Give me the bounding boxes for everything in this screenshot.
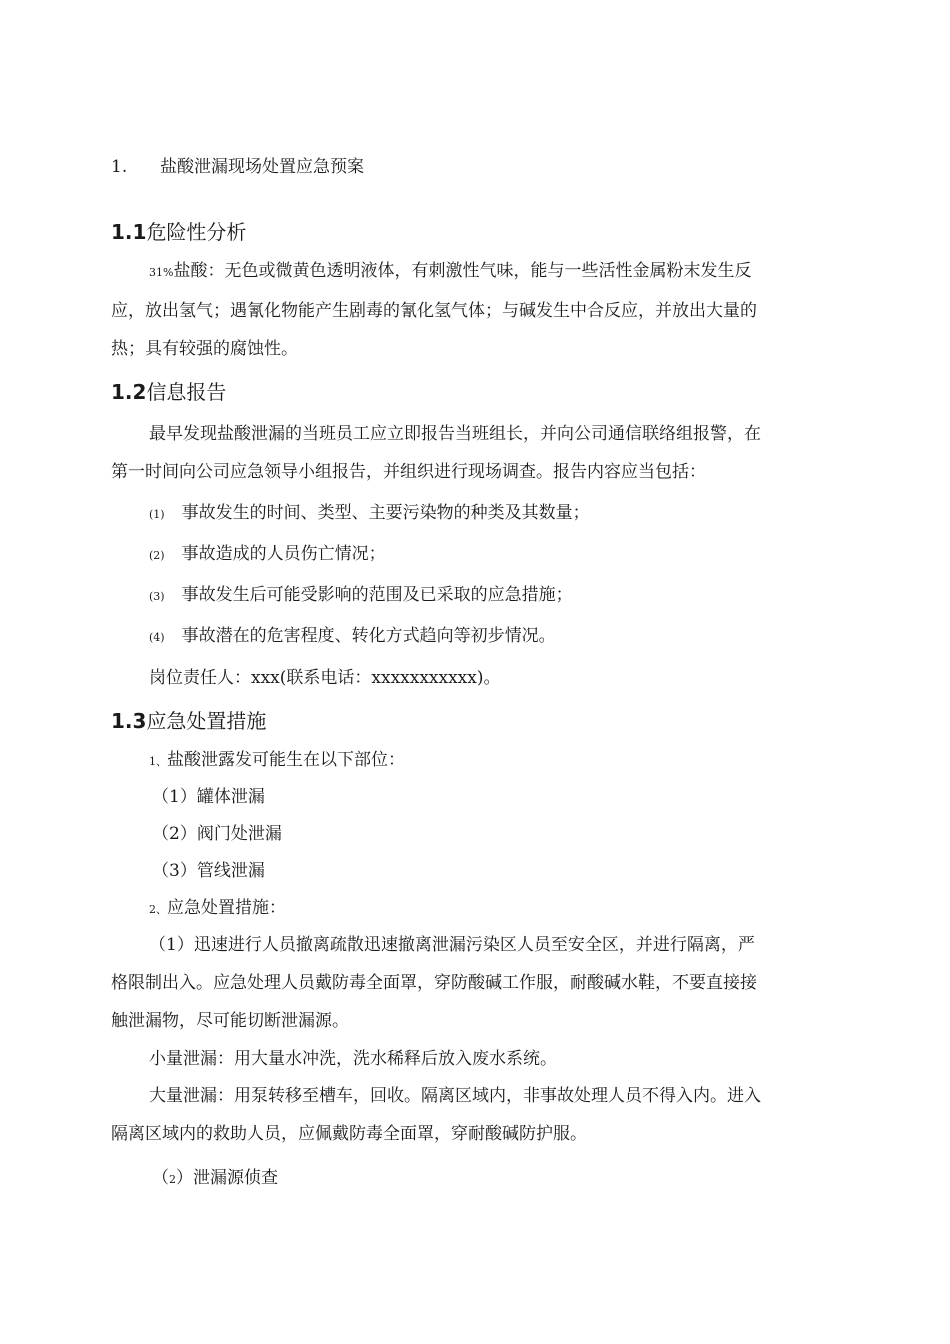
leak-locations-intro xyxy=(149,741,405,781)
small-leak-text: 小量泄漏：用大量水冲洗，洗水稀释后放入废水系统。 xyxy=(149,1049,557,1069)
section-number: 1.1 xyxy=(111,220,147,244)
concentration-prefix: 31% xyxy=(149,266,174,279)
para-line: 第一时间向公司应急领导小组报告，并组织进行现场调查。报告内容应当包括： xyxy=(111,462,706,482)
para-line: （1）迅速进行人员撤离疏散迅速撤离泄漏污染区人员至安全区，并进行隔离，严 xyxy=(149,935,755,955)
report-item xyxy=(149,617,556,657)
list-marker: 2、 xyxy=(149,903,167,916)
measure-1-paragraph xyxy=(111,926,839,1040)
intro-text: 盐酸泄露发可能生在以下部位： xyxy=(167,750,405,770)
para-line: 应，放出氢气；遇氰化物能产生剧毒的氰化氢气体；与碱发生中合反应，并放出大量的 xyxy=(111,301,757,321)
leak-location-item: （2）阀门处泄漏 xyxy=(152,824,282,844)
report-paragraph xyxy=(111,415,839,491)
section-title: 信息报告 xyxy=(146,380,227,404)
para-line: 大量泄漏：用泵转移至槽车，回收。隔离区域内，非事故处理人员不得入内。进入 xyxy=(149,1086,761,1106)
report-item xyxy=(149,576,573,616)
section-title: 危险性分析 xyxy=(146,220,247,244)
section-heading-1-3 xyxy=(111,705,266,734)
para-line: 格限制出入。应急处理人员戴防毒全面罩，穿防酸碱工作服，耐酸碱水鞋，不要直接接 xyxy=(111,973,757,993)
responsible-person: 岗位责任人：xxx(联系电话：xxxxxxxxxxx)。 xyxy=(149,668,501,688)
section-number: 1.2 xyxy=(111,380,147,404)
item-text: 事故造成的人员伤亡情况； xyxy=(181,544,386,564)
document-title xyxy=(111,148,364,186)
leak-source-heading xyxy=(152,1159,278,1199)
para-line: 隔离区域内的救助人员，应佩戴防毒全面罩，穿耐酸碱防护服。 xyxy=(111,1124,587,1144)
item-marker: (1) xyxy=(149,508,165,521)
leak-location-item: （3）管线泄漏 xyxy=(152,861,265,881)
sub-number: 2 xyxy=(169,1173,176,1186)
report-item xyxy=(149,494,590,534)
leak-location-item: （1）罐体泄漏 xyxy=(152,787,265,807)
measures-intro xyxy=(149,889,286,929)
para-line: 热；具有较强的腐蚀性。 xyxy=(111,339,298,359)
list-marker: 1、 xyxy=(149,755,167,768)
section-title: 应急处置措施 xyxy=(146,709,267,733)
item-text: 事故潜在的危害程度、转化方式趋向等初步情况。 xyxy=(181,626,556,646)
report-item xyxy=(149,535,386,575)
para-line: 最早发现盐酸泄漏的当班员工应立即报告当班组长，并向公司通信联络组报警，在 xyxy=(149,424,761,444)
para-line: 盐酸：无色或微黄色透明液体，有刺激性气味，能与一些活性金属粉末发生反 xyxy=(173,261,752,281)
paren-open: （ xyxy=(152,1168,169,1188)
large-leak-paragraph xyxy=(111,1077,839,1153)
title-text: 盐酸泄漏现场处置应急预案 xyxy=(160,157,365,177)
title-number: 1. xyxy=(111,157,128,177)
item-marker: (3) xyxy=(149,590,165,603)
item-marker: (4) xyxy=(149,631,165,644)
section-number: 1.3 xyxy=(111,709,147,733)
sub-text: ）泄漏源侦查 xyxy=(176,1168,278,1188)
section-heading-1-2 xyxy=(111,376,226,405)
hazard-paragraph xyxy=(111,252,839,368)
item-text: 事故发生的时间、类型、主要污染物的种类及其数量； xyxy=(181,503,590,523)
intro-text: 应急处置措施： xyxy=(167,898,286,918)
item-text: 事故发生后可能受影响的范围及已采取的应急措施； xyxy=(181,585,573,605)
item-marker: (2) xyxy=(149,549,165,562)
para-line: 触泄漏物，尽可能切断泄漏源。 xyxy=(111,1011,349,1031)
section-heading-1-1 xyxy=(111,216,246,245)
